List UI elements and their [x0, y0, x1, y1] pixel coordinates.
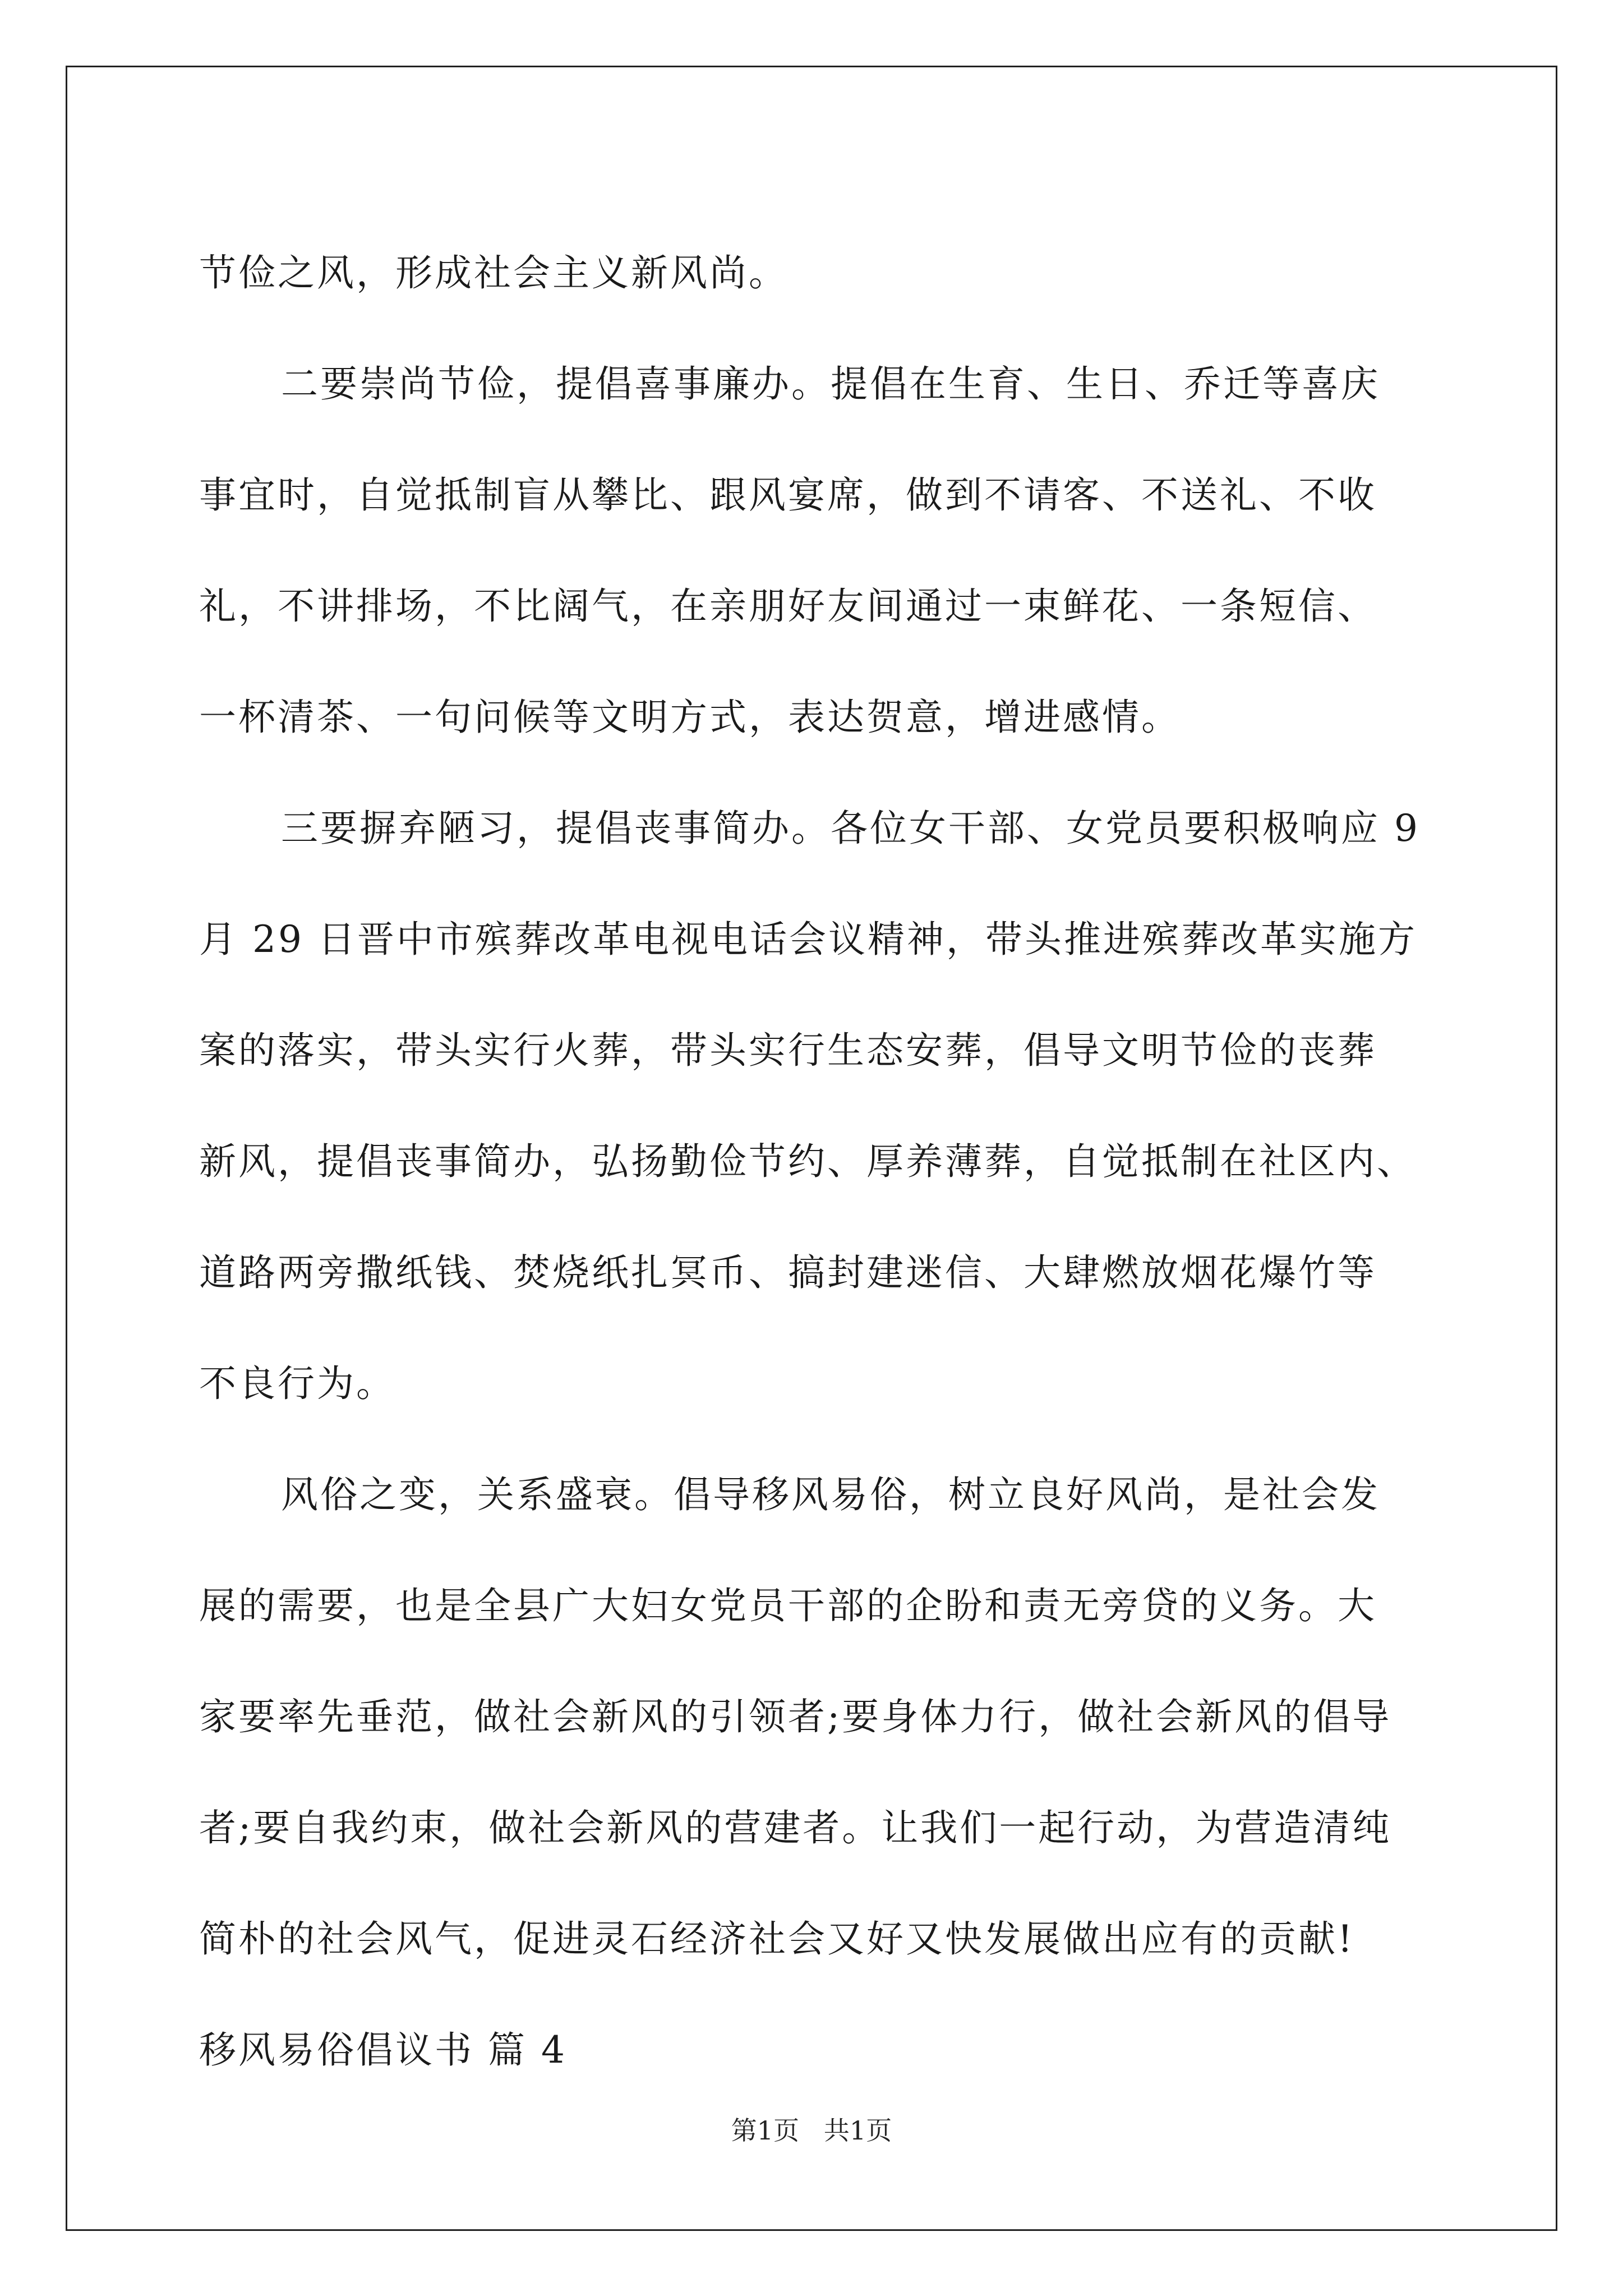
text-line: 一杯清茶、一句问候等文明方式，表达贺意，增进感情。 — [199, 696, 1181, 739]
section-heading: 移风易俗倡议书 篇 4 — [199, 2028, 567, 2072]
text-line: 简朴的社会风气，促进灵石经济社会又好又快发展做出应有的贡献! — [199, 1917, 1355, 1961]
text-line: 月 29 日晋中市殡葬改革电视电话会议精神，带头推进殡葬改革实施方 — [199, 918, 1417, 961]
text-line: 节俭之风，形成社会主义新风尚。 — [199, 251, 788, 295]
paragraph-start-line: 三要摒弃陋习，提倡丧事简办。各位女干部、女党员要积极响应 9 — [281, 807, 1420, 850]
text-line: 新风，提倡丧事简办，弘扬勤俭节约、厚养薄葬，自觉抵制在社区内、 — [199, 1140, 1416, 1183]
text-line: 不良行为。 — [199, 1362, 395, 1405]
text-line: 道路两旁撒纸钱、焚烧纸扎冥币、搞封建迷信、大肆燃放烟花爆竹等 — [199, 1251, 1377, 1294]
text-line: 事宜时，自觉抵制盲从攀比、跟风宴席，做到不请客、不送礼、不收 — [199, 473, 1377, 517]
text-line: 礼，不讲排场，不比阔气，在亲朋好友间通过一束鲜花、一条短信、 — [199, 585, 1377, 628]
text-line: 案的落实，带头实行火葬，带头实行生态安葬，倡导文明节俭的丧葬 — [199, 1029, 1377, 1072]
page-footer: 第1页 共1页 — [731, 2115, 892, 2146]
text-line: 家要率先垂范，做社会新风的引领者;要身体力行，做社会新风的倡导 — [199, 1695, 1392, 1738]
text-line: 展的需要，也是全县广大妇女党员干部的企盼和责无旁贷的义务。大 — [199, 1584, 1377, 1627]
paragraph-start-line: 二要崇尚节俭，提倡喜事廉办。提倡在生育、生日、乔迁等喜庆 — [281, 362, 1380, 406]
paragraph-start-line: 风俗之变，关系盛衰。倡导移风易俗，树立良好风尚，是社会发 — [281, 1473, 1380, 1516]
document-body — [199, 218, 1422, 2106]
text-line: 者;要自我约束，做社会新风的营建者。让我们一起行动，为营造清纯 — [199, 1806, 1392, 1849]
